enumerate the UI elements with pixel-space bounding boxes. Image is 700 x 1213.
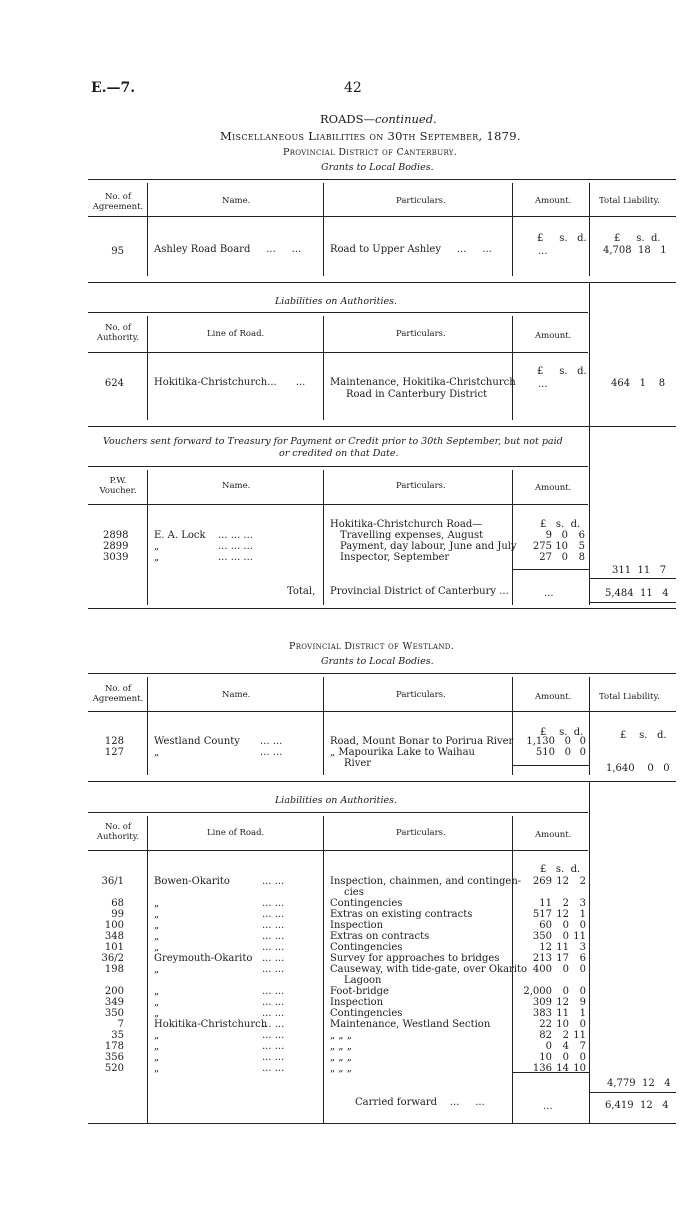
leader-dots: ... ... — [262, 986, 285, 997]
authority-no: 198 — [104, 964, 124, 975]
authority-amount-shillings: 0 — [562, 931, 569, 942]
leader-dots: ... ... — [260, 736, 283, 747]
vouchers-note: Vouchers sent forward to Treasury for Payment or Credit prior to 30th September, but not paid — [103, 436, 563, 447]
leader-dots: ... ... ... — [218, 530, 253, 541]
leader-dots: ... ... — [260, 747, 283, 758]
leader-dots: ... ... — [262, 1030, 285, 1041]
liabilities-title: Liabilities on Authorities. — [275, 296, 398, 307]
authority-amount-shillings: 11 — [556, 1008, 569, 1019]
authority-amount-pence: 0 — [579, 1052, 586, 1063]
authority-no: 68 — [111, 898, 124, 909]
lsd-header: £ s. d. — [614, 233, 661, 244]
authority-amount-pounds: 400 — [532, 964, 552, 975]
grant-particulars: Road, Mount Bonar to Porirua River — [330, 736, 514, 747]
lsd-header: £ s. d. — [537, 366, 587, 377]
authority-particulars: Survey for approaches to bridges — [330, 953, 500, 964]
authority-particulars: Inspection, chainmen, and contingen- — [330, 876, 522, 887]
grant-amount-pounds: 510 — [535, 747, 555, 758]
authority-no: 520 — [104, 1063, 124, 1074]
authority-amount-pounds: 82 — [539, 1030, 552, 1041]
grant-amount-pounds: 1,130 — [526, 736, 555, 747]
authority-no: 99 — [111, 909, 124, 920]
authority-particulars: „ „ „ — [330, 1030, 352, 1041]
grant-name: „ — [154, 747, 160, 758]
leader-dots: ... ... — [262, 931, 285, 942]
authority-amount-pence: 7 — [579, 1041, 586, 1052]
col-particulars: Particulars. — [396, 690, 446, 700]
line-of-road: „ — [154, 898, 160, 909]
line-of-road: „ — [154, 1008, 160, 1019]
authority-amount-pounds: 2,000 — [523, 986, 552, 997]
authority-amount-shillings: 12 — [556, 876, 569, 887]
voucher-particulars: Travelling expenses, August — [340, 530, 484, 541]
authority-amount-shillings: 12 — [556, 997, 569, 1008]
leader-dots: ... ... ... — [218, 552, 253, 563]
authority-no: 349 — [104, 997, 124, 1008]
district-westland: Provincial District of Westland. — [289, 641, 455, 652]
authority-amount-pounds: 12 — [539, 942, 552, 953]
authority-amount-shillings: 14 — [556, 1063, 569, 1074]
voucher-amount-shillings: 0 — [561, 530, 568, 541]
authority-amount-pence: 3 — [579, 898, 586, 909]
grant-amount-pence: 0 — [579, 736, 586, 747]
authority-no: 36/2 — [101, 953, 124, 964]
leader-dots: ... ... — [262, 1019, 285, 1030]
westland-grants-total: 1,640 0 0 — [606, 763, 670, 774]
leader-dots: ... ... — [262, 964, 285, 975]
leader-dots: ... ... — [262, 909, 285, 920]
col-amount: Amount. — [535, 196, 572, 206]
line-of-road: Greymouth-Okarito — [154, 953, 253, 964]
col-amount: Amount. — [535, 483, 572, 493]
authority-amount-pence: 1 — [579, 1008, 586, 1019]
authority-amount-shillings: 0 — [562, 1052, 569, 1063]
authority-amount-pence: 0 — [579, 964, 586, 975]
authority-amount-pounds: 136 — [532, 1063, 552, 1074]
col-voucher: P.W. Voucher. — [99, 476, 137, 496]
westland-auth-subtotal: 4,779 12 4 — [607, 1078, 671, 1089]
authority-amount-shillings: 12 — [556, 909, 569, 920]
line-of-road: „ — [154, 1030, 160, 1041]
grant-particulars: Road to Upper Ashley ... ... — [330, 244, 492, 255]
authority-amount-shillings: 2 — [562, 1030, 569, 1041]
authority-amount-pence: 1 — [579, 909, 586, 920]
voucher-amount-shillings: 10 — [555, 541, 568, 552]
authority-no: 100 — [104, 920, 124, 931]
voucher-amount-shillings: 0 — [561, 552, 568, 563]
authority-amount-shillings: 10 — [556, 1019, 569, 1030]
leader-dots: ... ... — [262, 1052, 285, 1063]
col-amount: Amount. — [535, 830, 572, 840]
authority-particulars: „ „ „ — [330, 1063, 352, 1074]
grant-name: Ashley Road Board ... ... — [154, 244, 302, 255]
lsd-header: £ s. d. — [537, 233, 587, 244]
voucher-no: 3039 — [103, 552, 129, 563]
carried-forward-label: Carried forward ... ... — [355, 1097, 485, 1108]
authority-amount-pounds: 11 — [539, 898, 552, 909]
authority-amount-shillings: 0 — [562, 964, 569, 975]
grants-title-westland: Grants to Local Bodies. — [321, 656, 434, 667]
line-of-road: „ — [154, 920, 160, 931]
authority-total: 464 1 8 — [611, 378, 666, 389]
authority-amount-pence: 0 — [579, 986, 586, 997]
col-agreement: No. of Agreement. — [92, 192, 144, 212]
col-particulars: Particulars. — [396, 329, 446, 339]
authority-particulars: Extras on contracts — [330, 931, 430, 942]
voucher-particulars: Inspector, September — [340, 552, 450, 563]
district-canterbury: Provincial District of Canterbury. — [283, 147, 458, 158]
authority-amount-pounds: 22 — [539, 1019, 552, 1030]
line-of-road: „ — [154, 964, 160, 975]
authority-particulars: Foot-bridge — [330, 986, 389, 997]
grant-amount-pence: 0 — [579, 747, 586, 758]
col-authority: No. of Authority. — [96, 822, 140, 842]
authority-particulars: Contingencies — [330, 942, 403, 953]
leader-dots: ... ... ... — [218, 541, 253, 552]
leader-dots: ... ... — [262, 1063, 285, 1074]
grants-title: Grants to Local Bodies. — [321, 162, 434, 173]
authority-no: 36/1 — [101, 876, 124, 887]
authority-amount-pence: 0 — [579, 1019, 586, 1030]
lsd-header: £ s. d. — [620, 730, 667, 741]
voucher-amount-pounds: 27 — [539, 552, 552, 563]
voucher-amount-pence: 6 — [578, 530, 585, 541]
authority-amount-pounds: 10 — [539, 1052, 552, 1063]
voucher-amount-pounds: 275 — [532, 541, 552, 552]
authority-amount-pence: 0 — [579, 920, 586, 931]
authority-amount-pence: 11 — [573, 1030, 586, 1041]
voucher-name: „ — [154, 541, 160, 552]
col-authority: No. of Authority. — [96, 323, 140, 343]
line-of-road: „ — [154, 1052, 160, 1063]
voucher-heading: Hokitika-Christchurch Road— — [330, 519, 483, 530]
document-code: E.—7. — [91, 80, 136, 96]
line-of-road: „ — [154, 997, 160, 1008]
leader-dots: ... ... — [262, 1008, 285, 1019]
voucher-no: 2899 — [103, 541, 129, 552]
authority-amount-pounds: 517 — [532, 909, 552, 920]
authority-amount-pence: 6 — [579, 953, 586, 964]
voucher-amount-pounds: 9 — [545, 530, 552, 541]
authority-particulars: Maintenance, Westland Section — [330, 1019, 491, 1030]
liabilities-title-westland: Liabilities on Authorities. — [275, 795, 398, 806]
authority-no: 350 — [104, 1008, 124, 1019]
authority-particulars: cies — [344, 887, 364, 898]
voucher-no: 2898 — [103, 530, 129, 541]
authority-amount-pence: 10 — [573, 1063, 586, 1074]
grant-particulars: „ Mapourika Lake to Waihau — [330, 747, 475, 758]
authority-particulars: Causeway, with tide-gate, over Okarito — [330, 964, 528, 975]
line-of-road: Hokitika-Christchurch — [154, 1019, 268, 1030]
col-particulars: Particulars. — [396, 481, 446, 491]
col-particulars: Particulars. — [396, 196, 446, 206]
grant-name: Westland County — [154, 736, 240, 747]
authority-amount-shillings: 4 — [562, 1041, 569, 1052]
authority-amount-pounds: 309 — [532, 997, 552, 1008]
authority-amount-pounds: 350 — [532, 931, 552, 942]
col-total: Total Liability. — [599, 196, 660, 206]
carried-forward-total: 6,419 12 4 — [605, 1100, 669, 1111]
col-name: Name. — [222, 196, 251, 206]
voucher-amount-pence: 5 — [578, 541, 585, 552]
voucher-amount-pence: 8 — [578, 552, 585, 563]
leader-dots: ... ... — [262, 876, 285, 887]
lsd-header: £ s. d. — [540, 864, 581, 875]
vouchers-note-2: or credited on that Date. — [279, 448, 399, 459]
agreement-no: 127 — [104, 747, 124, 758]
authority-amount-shillings: 0 — [562, 920, 569, 931]
section-subtitle: Miscellaneous Liabilities on 30th September, 1879. — [220, 129, 521, 143]
col-line-of-road: Line of Road. — [207, 828, 265, 838]
line-of-road: „ — [154, 1063, 160, 1074]
grant-particulars-cont: River — [344, 758, 372, 769]
col-amount: Amount. — [535, 331, 572, 341]
authority-no: 356 — [104, 1052, 124, 1063]
page-number: 42 — [344, 80, 362, 96]
authority-amount-pence: 9 — [579, 997, 586, 1008]
authority-no: 101 — [104, 942, 124, 953]
col-name: Name. — [222, 690, 251, 700]
authority-particulars: Maintenance, Hokitika-Christchurch — [330, 377, 516, 388]
authority-particulars: Inspection — [330, 920, 384, 931]
lsd-header: £ s. d. — [540, 519, 581, 530]
authority-amount-pence: 3 — [579, 942, 586, 953]
grant-amount-shillings: 0 — [564, 747, 571, 758]
section-title: ROADS—continued. — [320, 112, 437, 126]
authority-amount-pounds: 383 — [532, 1008, 552, 1019]
leader-dots: ... ... — [262, 920, 285, 931]
col-agreement: No. of Agreement. — [92, 684, 144, 704]
authority-amount-pounds: 0 — [545, 1041, 552, 1052]
voucher-subtotal: 311 11 7 — [612, 565, 667, 576]
authority-amount-pounds: 269 — [532, 876, 552, 887]
authority-amount-shillings: 11 — [556, 942, 569, 953]
agreement-no: 95 — [111, 246, 124, 257]
leader-dots: ... ... — [262, 898, 285, 909]
authority-particulars: Contingencies — [330, 1008, 403, 1019]
col-line-of-road: Line of Road. — [207, 329, 265, 339]
line-of-road: „ — [154, 1041, 160, 1052]
grant-amount-shillings: 0 — [564, 736, 571, 747]
col-name: Name. — [222, 481, 251, 491]
line-of-road: Bowen-Okarito — [154, 876, 230, 887]
authority-particulars: „ „ „ — [330, 1041, 352, 1052]
total-label: Total, — [287, 586, 316, 597]
authority-particulars: Lagoon — [344, 975, 382, 986]
total-particulars: Provincial District of Canterbury ... — [330, 586, 509, 597]
grant-amount: ... — [538, 246, 548, 257]
voucher-name: E. A. Lock — [154, 530, 206, 541]
authority-particulars: Inspection — [330, 997, 384, 1008]
authority-no: 7 — [117, 1019, 124, 1030]
authority-no: 178 — [104, 1041, 124, 1052]
leader-dots: ... ... — [262, 1041, 285, 1052]
authority-amount-pence: 2 — [579, 876, 586, 887]
agreement-no: 128 — [104, 736, 124, 747]
lsd-header: £ s. d. — [540, 727, 584, 738]
leader-dots: ... ... — [262, 997, 285, 1008]
authority-particulars: Contingencies — [330, 898, 403, 909]
authority-amount: ... — [538, 379, 548, 390]
line-of-road: „ — [154, 986, 160, 997]
carried-forward-amount: ... — [543, 1101, 553, 1112]
authority-amount-shillings: 17 — [556, 953, 569, 964]
line-of-road: „ — [154, 942, 160, 953]
authority-no: 200 — [104, 986, 124, 997]
authority-amount-shillings: 2 — [562, 898, 569, 909]
total-amount: ... — [544, 588, 554, 599]
grant-total: 4,708 18 1 — [603, 245, 667, 256]
authority-amount-pence: 11 — [573, 931, 586, 942]
col-amount: Amount. — [535, 692, 572, 702]
col-particulars: Particulars. — [396, 828, 446, 838]
authority-amount-pounds: 213 — [532, 953, 552, 964]
voucher-name: „ — [154, 552, 160, 563]
col-total: Total Liability. — [599, 692, 660, 702]
authority-no: 35 — [111, 1030, 124, 1041]
authority-no: 624 — [104, 378, 124, 389]
authority-particulars: „ „ „ — [330, 1052, 352, 1063]
authority-amount-pounds: 60 — [539, 920, 552, 931]
line-of-road: „ — [154, 931, 160, 942]
leader-dots: ... ... — [262, 953, 285, 964]
authority-particulars: Extras on existing contracts — [330, 909, 473, 920]
voucher-particulars: Payment, day labour, June and July — [340, 541, 517, 552]
authority-amount-shillings: 0 — [562, 986, 569, 997]
canterbury-total: 5,484 11 4 — [605, 588, 669, 599]
line-of-road: Hokitika-Christchurch... ... — [154, 377, 306, 388]
authority-particulars-2: Road in Canterbury District — [346, 389, 488, 400]
leader-dots: ... ... — [262, 942, 285, 953]
authority-no: 348 — [104, 931, 124, 942]
line-of-road: „ — [154, 909, 160, 920]
